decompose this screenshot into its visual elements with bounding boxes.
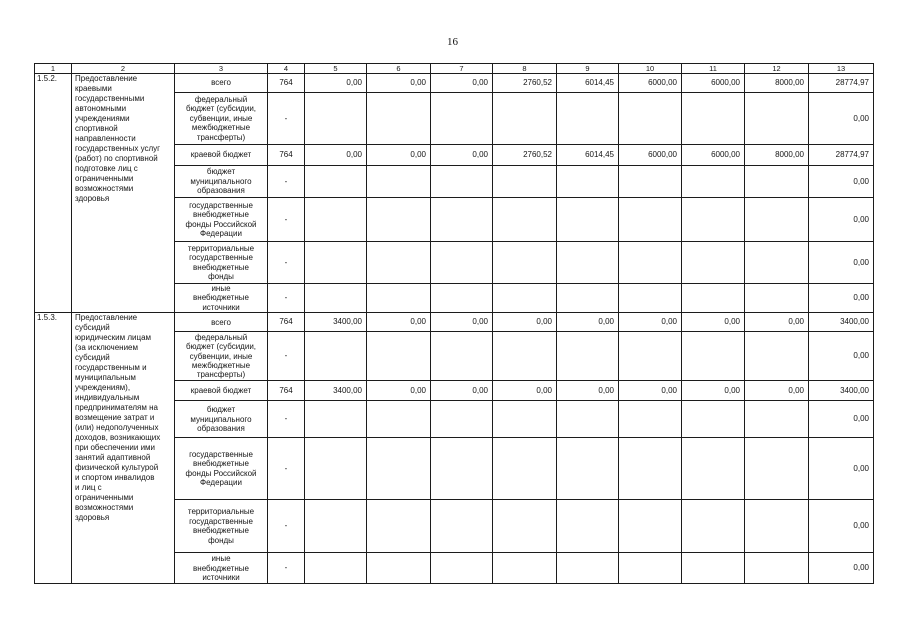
amount-cell: [431, 284, 493, 313]
amount-cell: [619, 500, 682, 553]
amount-cell: 0,00: [809, 500, 874, 553]
amount-cell: 0,00: [809, 284, 874, 313]
column-number-9: 9: [557, 64, 619, 74]
amount-cell: 3400,00: [305, 381, 367, 401]
amount-cell: 6000,00: [619, 74, 682, 93]
amount-cell: [619, 553, 682, 584]
funding-source: краевой бюджет: [175, 145, 268, 166]
amount-cell: [431, 198, 493, 242]
item-description: Предоставление краевыми государственными автономными учреждениями спортивной направленности государственных услуг (работ) по спортивной подготовке лиц с ограниченными возможностями здоровья: [72, 74, 175, 313]
amount-cell: 8000,00: [745, 145, 809, 166]
column-4-value: -: [268, 93, 305, 145]
amount-cell: 6000,00: [619, 145, 682, 166]
amount-cell: 0,00: [745, 381, 809, 401]
amount-cell: 8000,00: [745, 74, 809, 93]
amount-cell: [557, 242, 619, 284]
amount-cell: 0,00: [431, 74, 493, 93]
amount-cell: [557, 438, 619, 500]
amount-cell: 0,00: [431, 313, 493, 332]
column-4-value: -: [268, 553, 305, 584]
amount-cell: [367, 242, 431, 284]
amount-cell: [682, 332, 745, 381]
amount-cell: [305, 553, 367, 584]
amount-cell: 28774,97: [809, 145, 874, 166]
amount-cell: [493, 332, 557, 381]
amount-cell: [305, 198, 367, 242]
amount-cell: [619, 166, 682, 198]
amount-cell: [557, 198, 619, 242]
amount-cell: 6014,45: [557, 145, 619, 166]
column-number-6: 6: [367, 64, 431, 74]
amount-cell: [557, 284, 619, 313]
amount-cell: [745, 242, 809, 284]
amount-cell: 0,00: [682, 313, 745, 332]
amount-cell: 0,00: [809, 93, 874, 145]
amount-cell: 0,00: [809, 332, 874, 381]
amount-cell: [305, 332, 367, 381]
amount-cell: [682, 438, 745, 500]
amount-cell: [557, 500, 619, 553]
amount-cell: 2760,52: [493, 74, 557, 93]
amount-cell: [305, 401, 367, 438]
amount-cell: 0,00: [557, 381, 619, 401]
column-number-12: 12: [745, 64, 809, 74]
amount-cell: 0,00: [367, 145, 431, 166]
amount-cell: [557, 166, 619, 198]
amount-cell: [431, 93, 493, 145]
amount-cell: [431, 500, 493, 553]
amount-cell: 3400,00: [809, 381, 874, 401]
amount-cell: 0,00: [305, 74, 367, 93]
amount-cell: [493, 438, 557, 500]
funding-source: федеральный бюджет (субсидии, субвенции, иные межбюджетные трансферты): [175, 332, 268, 381]
column-4-value: 764: [268, 381, 305, 401]
amount-cell: 0,00: [809, 553, 874, 584]
amount-cell: [493, 93, 557, 145]
table-row: [35, 313, 874, 332]
column-4-value: -: [268, 332, 305, 381]
funding-source: всего: [175, 74, 268, 93]
amount-cell: [431, 242, 493, 284]
column-number-7: 7: [431, 64, 493, 74]
amount-cell: 0,00: [619, 313, 682, 332]
amount-cell: [367, 553, 431, 584]
amount-cell: [367, 401, 431, 438]
amount-cell: 3400,00: [809, 313, 874, 332]
amount-cell: [305, 93, 367, 145]
amount-cell: [305, 284, 367, 313]
funding-source: иные внебюджетные источники: [175, 553, 268, 584]
amount-cell: [493, 166, 557, 198]
funding-source: иные внебюджетные источники: [175, 284, 268, 313]
amount-cell: [682, 401, 745, 438]
amount-cell: [745, 438, 809, 500]
funding-source: территориальные государственные внебюджетные фонды: [175, 242, 268, 284]
amount-cell: [367, 332, 431, 381]
amount-cell: 0,00: [809, 166, 874, 198]
amount-cell: [619, 438, 682, 500]
amount-cell: [619, 284, 682, 313]
amount-cell: [557, 553, 619, 584]
column-number-10: 10: [619, 64, 682, 74]
amount-cell: 0,00: [682, 381, 745, 401]
amount-cell: [619, 93, 682, 145]
amount-cell: [745, 198, 809, 242]
amount-cell: [367, 166, 431, 198]
amount-cell: [557, 93, 619, 145]
amount-cell: 0,00: [367, 381, 431, 401]
amount-cell: 0,00: [367, 313, 431, 332]
column-4-value: -: [268, 500, 305, 553]
amount-cell: 0,00: [809, 401, 874, 438]
funding-source: государственные внебюджетные фонды Российской Федерации: [175, 198, 268, 242]
amount-cell: [367, 93, 431, 145]
amount-cell: 6000,00: [682, 145, 745, 166]
amount-cell: 2760,52: [493, 145, 557, 166]
amount-cell: [367, 500, 431, 553]
column-4-value: -: [268, 438, 305, 500]
amount-cell: [431, 438, 493, 500]
amount-cell: [619, 332, 682, 381]
column-number-11: 11: [682, 64, 745, 74]
column-number-13: 13: [809, 64, 874, 74]
amount-cell: [745, 166, 809, 198]
amount-cell: [305, 500, 367, 553]
amount-cell: 0,00: [809, 242, 874, 284]
column-number-8: 8: [493, 64, 557, 74]
column-4-value: -: [268, 166, 305, 198]
amount-cell: [682, 198, 745, 242]
column-4-value: -: [268, 284, 305, 313]
column-number-row: [35, 64, 874, 74]
column-number-5: 5: [305, 64, 367, 74]
amount-cell: [431, 401, 493, 438]
amount-cell: [305, 166, 367, 198]
page-number: 16: [447, 36, 458, 48]
amount-cell: 0,00: [431, 145, 493, 166]
column-number-1: 1: [35, 64, 72, 74]
funding-source: федеральный бюджет (субсидии, субвенции, иные межбюджетные трансферты): [175, 93, 268, 145]
amount-cell: [431, 553, 493, 584]
amount-cell: [367, 438, 431, 500]
amount-cell: [619, 198, 682, 242]
amount-cell: [493, 198, 557, 242]
amount-cell: 0,00: [431, 381, 493, 401]
amount-cell: [493, 242, 557, 284]
amount-cell: [431, 166, 493, 198]
item-code: 1.5.3.: [35, 313, 72, 584]
amount-cell: 3400,00: [305, 313, 367, 332]
budget-table: [34, 63, 874, 584]
amount-cell: [493, 553, 557, 584]
amount-cell: [682, 553, 745, 584]
item-description: Предоставление субсидий юридическим лицам (за исключением субсидий государственным и муниципальным учреждениям), индивидуальным предпринимателям на возмещение затрат и (или) недополученных доходов, возникающих при обеспечении ими занятий адаптивной физической культурой и спортом инвалидов и лиц с ограниченными возможностями здоровья: [72, 313, 175, 584]
amount-cell: [305, 438, 367, 500]
column-number-3: 3: [175, 64, 268, 74]
amount-cell: [682, 242, 745, 284]
amount-cell: [745, 500, 809, 553]
column-4-value: -: [268, 198, 305, 242]
amount-cell: [367, 198, 431, 242]
amount-cell: [745, 553, 809, 584]
amount-cell: 0,00: [367, 74, 431, 93]
funding-source: бюджет муниципального образования: [175, 166, 268, 198]
amount-cell: 0,00: [493, 381, 557, 401]
amount-cell: [745, 401, 809, 438]
amount-cell: 0,00: [809, 438, 874, 500]
funding-source: государственные внебюджетные фонды Российской Федерации: [175, 438, 268, 500]
amount-cell: [557, 401, 619, 438]
amount-cell: [682, 500, 745, 553]
funding-source: территориальные государственные внебюджетные фонды: [175, 500, 268, 553]
amount-cell: [745, 93, 809, 145]
amount-cell: [682, 166, 745, 198]
amount-cell: [431, 332, 493, 381]
amount-cell: [305, 242, 367, 284]
amount-cell: [493, 284, 557, 313]
amount-cell: [745, 332, 809, 381]
amount-cell: [367, 284, 431, 313]
column-number-4: 4: [268, 64, 305, 74]
amount-cell: 0,00: [745, 313, 809, 332]
amount-cell: 0,00: [305, 145, 367, 166]
amount-cell: [557, 332, 619, 381]
amount-cell: [682, 93, 745, 145]
amount-cell: 0,00: [619, 381, 682, 401]
amount-cell: [619, 401, 682, 438]
amount-cell: [682, 284, 745, 313]
column-4-value: 764: [268, 145, 305, 166]
column-4-value: -: [268, 401, 305, 438]
amount-cell: 0,00: [493, 313, 557, 332]
amount-cell: [619, 242, 682, 284]
funding-source: всего: [175, 313, 268, 332]
table-row: [35, 74, 874, 93]
amount-cell: 6000,00: [682, 74, 745, 93]
column-number-2: 2: [72, 64, 175, 74]
amount-cell: 28774,97: [809, 74, 874, 93]
column-4-value: 764: [268, 74, 305, 93]
column-4-value: -: [268, 242, 305, 284]
amount-cell: 6014,45: [557, 74, 619, 93]
column-4-value: 764: [268, 313, 305, 332]
amount-cell: [745, 284, 809, 313]
amount-cell: 0,00: [557, 313, 619, 332]
amount-cell: [493, 401, 557, 438]
funding-source: бюджет муниципального образования: [175, 401, 268, 438]
funding-source: краевой бюджет: [175, 381, 268, 401]
amount-cell: [493, 500, 557, 553]
item-code: 1.5.2.: [35, 74, 72, 313]
amount-cell: 0,00: [809, 198, 874, 242]
